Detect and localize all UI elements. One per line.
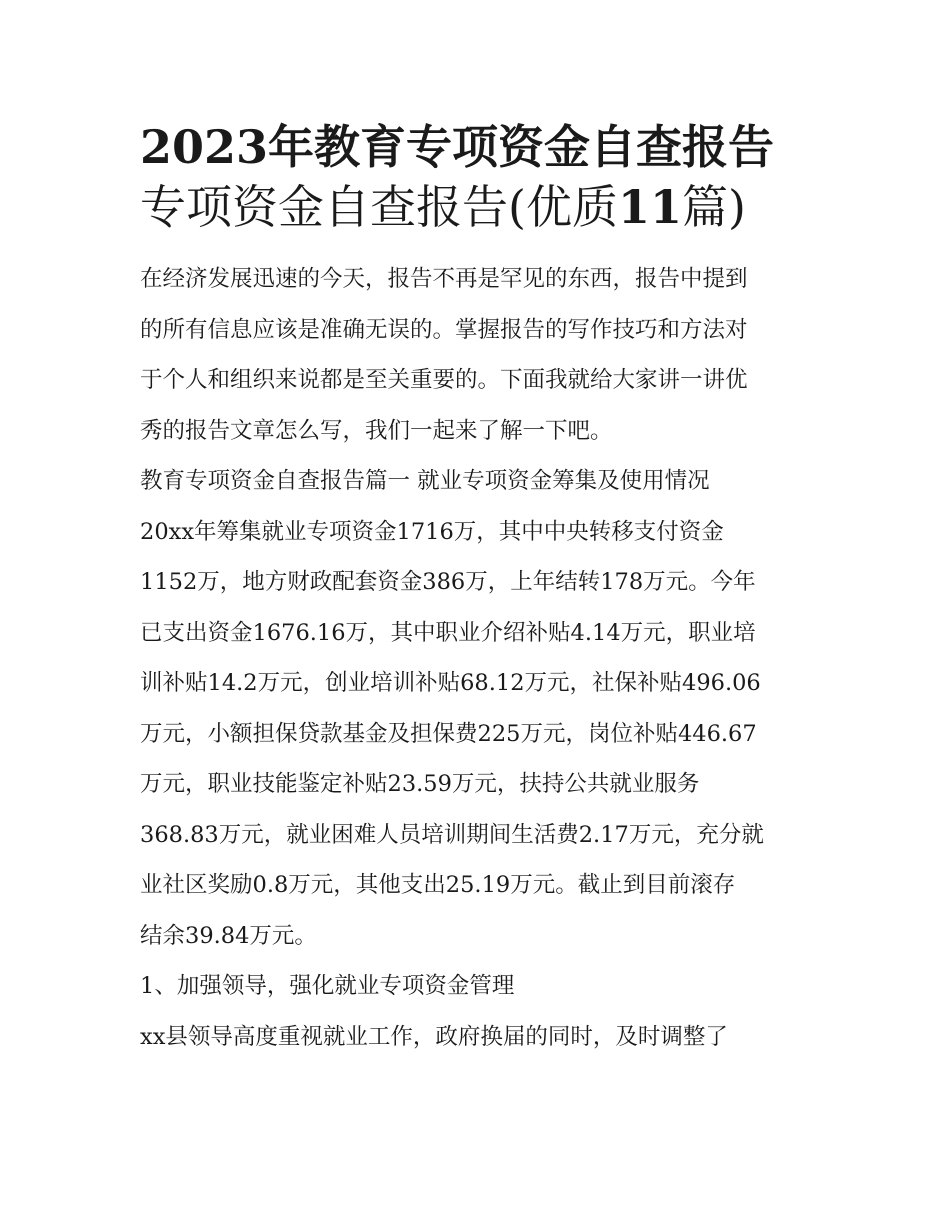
text-line: 教育专项资金自查报告篇一 就业专项资金筹集及使用情况 (140, 468, 710, 494)
title-line-2-part-c: 篇) (681, 180, 746, 234)
intro-paragraph (140, 254, 820, 456)
text-line: 秀的报告文章怎么写，我们一起来了解一下吧。 (140, 417, 613, 444)
text-line: 1152万，地方财政配套资金386万，上年结转178万元。今年 (140, 569, 756, 595)
text-line: 于个人和组织来说都是至关重要的。下面我就给大家讲一讲优 (140, 367, 748, 393)
document-body (140, 254, 820, 1062)
document-page (140, 118, 820, 1062)
text-line: 已支出资金1676.16万，其中职业介绍补贴4.14万元，职业培 (140, 619, 756, 646)
title-line-1: 2023年教育专项资金自查报告 (140, 120, 775, 174)
text-line: 训补贴14.2万元，创业培训补贴68.12万元，社保补贴496.06 (140, 670, 761, 696)
text-line: 20xx年筹集就业专项资金1716万，其中中央转移支付资金 (140, 518, 724, 545)
text-line: 1、加强领导，强化就业专项资金管理 (140, 973, 515, 999)
funding-paragraph (140, 507, 820, 962)
text-line: 万元，职业技能鉴定补贴23.59万元，扶持公共就业服务 (140, 771, 700, 797)
title-line-2-number: 11 (617, 180, 682, 234)
numbered-heading-paragraph (140, 961, 820, 1012)
document-title (140, 118, 820, 236)
title-line-2 (140, 178, 820, 236)
leadership-paragraph (140, 1012, 820, 1063)
text-line: 的所有信息应该是准确无误的。掌握报告的写作技巧和方法对 (140, 316, 748, 343)
text-line: 368.83万元，就业困难人员培训期间生活费2.17万元，充分就 (140, 821, 764, 848)
title-line-2-part-a: 专项资金自查报告(优质 (140, 180, 618, 234)
text-line: 在经济发展迅速的今天，报告不再是罕见的东西，报告中提到 (140, 266, 748, 292)
text-line: 业社区奖励0.8万元，其他支出25.19万元。截止到目前滚存 (140, 872, 736, 898)
text-line: 万元，小额担保贷款基金及担保费225万元，岗位补贴446.67 (140, 720, 757, 747)
text-line: 结余39.84万元。 (140, 922, 317, 949)
section-heading-paragraph (140, 456, 820, 507)
text-line: xx县领导高度重视就业工作，政府换届的同时，及时调整了 (140, 1023, 728, 1050)
